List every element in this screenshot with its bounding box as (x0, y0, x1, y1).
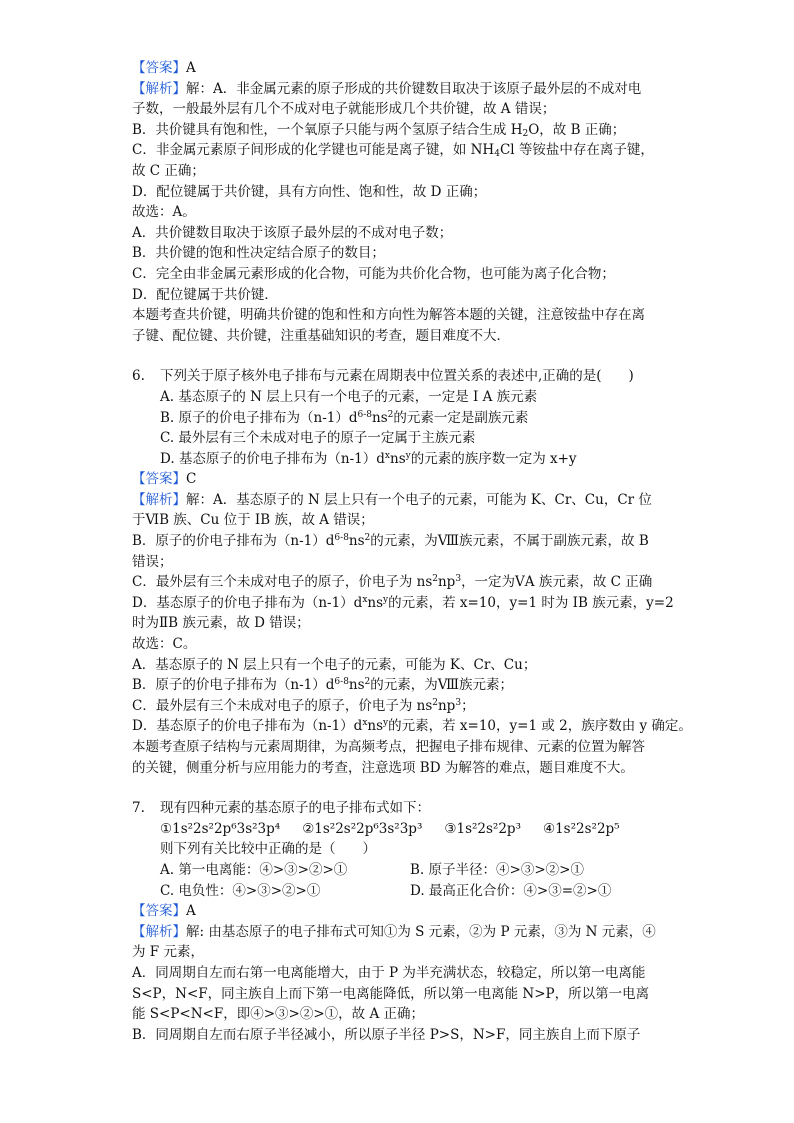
answer-tag: 【答案】 (132, 60, 186, 76)
document-content (132, 58, 692, 1045)
text-line: 故选：C。 (132, 636, 197, 653)
text-line: B．共价键具有饱和性，一个氧原子只能与两个氢原子结合生成 $H_2O$，故 B 正确； (132, 121, 626, 139)
question-6-option-d: D. 基态原子的价电子排布为$(n-1)d^xns^y$的元素的族序数一定为 x+y (160, 450, 577, 467)
answer-line (132, 469, 672, 490)
question-7-stem: 7. 现有四种元素的基态原子的电子排布式如下： (132, 798, 672, 819)
config-3: ③1s²2s²2p³ (444, 820, 521, 837)
question-number: 6. (132, 368, 145, 385)
text-line: B．原子的价电子排布为$(n-1)d^{6-8}ns^2$的元素，为Ⅷ族元素； (132, 677, 514, 694)
text-line: A．同周期自左而右第一电离能增大，由于 P 为半充满状态，较稳定，所以第一电离能 (132, 964, 646, 981)
text-line: A．基态原子的 N 层上只有一个电子的元素，可能为 K、Cr、Cu； (132, 656, 537, 673)
config-2: ②1s²2s²2p⁶3s²3p³ (302, 820, 423, 837)
text-line: 本题考查共价键，明确共价键的饱和性和方向性为解答本题的关键，注意铵盐中存在离 (132, 307, 645, 324)
text-line: 为 F 元素， (132, 944, 204, 961)
answer-value: A (186, 903, 196, 920)
answer-tag: 【答案】 (132, 471, 186, 488)
config-4: ④1s²2s²2p⁵ (542, 820, 620, 837)
text-line: S<P，N<F，同主族自上而下第一电离能降低，所以第一电离能 N>P，所以第一电离 (132, 985, 650, 1002)
text-line: A．共价键数目取决于该原子最外层的不成对电子数； (132, 224, 453, 241)
electron-configurations (132, 819, 672, 840)
text-line: B．同周期自左而右原子半径减小，所以原子半径 P>S，N>F，同主族自上而下原子 (132, 1026, 641, 1043)
text-line: C．最外层有三个未成对电子的原子，价电子为 $ns^2np^3$； (132, 697, 475, 714)
text-line: 时为ⅡB 族元素，故 D 错误； (132, 615, 310, 632)
text-line: 的关键，侧重分析与应用能力的考查，注意选项 BD 为解答的难点，题目难度不大。 (132, 759, 634, 776)
question-7-option-a: A. 第一电离能：④>③>②>① (160, 861, 348, 878)
answer-tag: 【答案】 (132, 903, 186, 920)
text-line: D．基态原子的价电子排布为$(n-1)d^xns^y$的元素，若 x=10，y=1 或 2，族序数由 y 确定。 (132, 718, 692, 735)
analysis-line: 【解析】解：A．基态原子的 N 层上只有一个电子的元素，可能为 K、Cr、Cu，Cr 位 (132, 491, 652, 508)
question-7-options-ab (132, 860, 672, 881)
question-6-option-a: A. 基态原子的 N 层上只有一个电子的元素，一定是 I A 族元素 (160, 388, 538, 405)
analysis-tag: 【解析】 (132, 491, 186, 508)
analysis-tag: 【解析】 (132, 80, 186, 97)
text-line: B．原子的价电子排布为$(n-1)d^{6-8}ns^2$的元素，为Ⅷ族元素，不属于副族元素，故 B (132, 533, 649, 550)
question-6-stem: 6. 下列关于原子核外电子排布与元素在周期表中位置关系的表述中,正确的是( ) (132, 366, 672, 387)
text-line: C．完全由非金属元素形成的化合物，可能为共价化合物，也可能为离子化合物； (132, 265, 615, 282)
question-7-option-c: C. 电负性：④>③>②>① (160, 882, 321, 899)
text-line: C．最外层有三个未成对电子的原子，价电子为 $ns^2np^3$，一定为ⅤA 族元素，故 C 正确 (132, 574, 653, 591)
question-7-option-d: D. 最高正化合价：④>③=②>① (410, 882, 612, 899)
analysis-tag: 【解析】 (132, 923, 186, 940)
analysis-line: 【解析】解: 由基态原子的电子排布式可知①为 S 元素，②为 P 元素，③为 N 元素，④ (132, 923, 656, 940)
question-number: 7. (132, 800, 145, 817)
text-line: D．配位键属于共价键，具有方向性、饱和性，故 D 正确； (132, 183, 487, 200)
question-7-prompt: 则下列有关比较中正确的是（ ） (160, 841, 376, 858)
question-7-options-cd (132, 881, 672, 902)
question-6-option-b: B. 原子的价电子排布为$(n-1)d^{6-8}ns^2$的元素一定是副族元素 (160, 409, 529, 426)
text-line: C．非金属元素原子间形成的化学键也可能是离子键，如 $NH_4Cl$ 等铵盐中存在离子键， (132, 142, 654, 160)
text-line: 能 S<P<N<F，即④>③>②>①，故 A 正确； (132, 1006, 425, 1023)
text-line: 故 C 正确； (132, 162, 205, 179)
text-line: 本题考查原子结构与元素周期律，为高频考点，把握电子排布规律、元素的位置为解答 (132, 739, 645, 755)
text-line: B．共价键的饱和性决定结合原子的数目； (132, 245, 385, 262)
text-line: 故选：A。 (132, 204, 196, 221)
answer-value: A (186, 60, 196, 76)
text-line: 子数，一般最外层有几个不成对电子就能形成几个共价键，故 A 错误； (132, 101, 556, 118)
analysis-line (132, 79, 672, 100)
text-line: D．基态原子的价电子排布为$(n-1)d^xns^y$的元素，若 x=10，y=1 时为 IB 族元素，y=2 (132, 594, 674, 611)
text-line: D．配位键属于共价键． (132, 286, 278, 303)
answer-line (132, 58, 672, 79)
text-line: 错误； (132, 553, 173, 570)
analysis-text: 解：A．非金属元素的原子形成的共价键数目取决于该原子最外层的不成对电 (186, 80, 642, 97)
question-7-option-b: B. 原子半径：④>③>②>① (410, 861, 584, 878)
answer-value: C (186, 471, 197, 488)
question-6-option-c: C. 最外层有三个未成对电子的原子一定属于主族元素 (160, 430, 476, 447)
text-line: 子键、配位键、共价键，注重基础知识的考查，题目难度不大． (132, 327, 510, 344)
answer-line (132, 901, 672, 922)
text-line: 于ⅥB 族、Cu 位于 IB 族，故 A 错误； (132, 512, 374, 529)
config-1: ①1s²2s²2p⁶3s²3p⁴ (160, 820, 281, 837)
